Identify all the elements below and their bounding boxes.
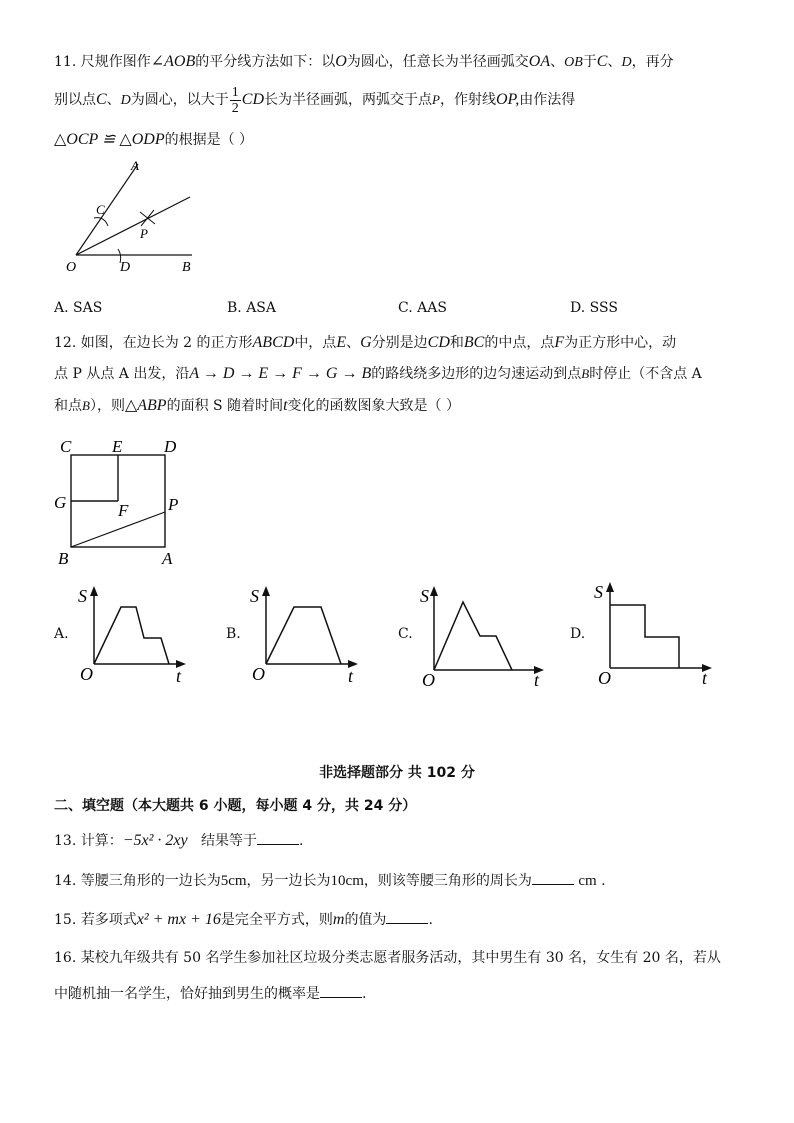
q11-c: C bbox=[96, 91, 107, 108]
q13-expression: −5x² · 2xy bbox=[122, 832, 188, 849]
q11-line2 bbox=[54, 84, 575, 117]
fraction-denominator: 2 bbox=[231, 100, 239, 116]
q11-text: 为圆心，任意长为半径画弧交 bbox=[346, 54, 529, 70]
q11-oa: OA bbox=[528, 53, 551, 70]
q11-angle-bisector-figure bbox=[58, 154, 208, 276]
q11-fraction bbox=[230, 85, 241, 116]
q11-text: 的平分线方法如下：以 bbox=[195, 54, 336, 70]
q12-text: 和 bbox=[449, 335, 464, 351]
q12-b: B bbox=[82, 398, 90, 413]
q12-cd: CD bbox=[427, 334, 450, 351]
q15-answer-blank bbox=[386, 909, 428, 924]
axis-s: S bbox=[594, 582, 603, 602]
q14-text: ，另一边长为 bbox=[246, 873, 331, 889]
q12-abcd: ABCD bbox=[252, 334, 295, 351]
q11-text: 长为半径画弧，两弧交于点 bbox=[264, 92, 433, 108]
q11-congruence: △OCP ≌ △ODP bbox=[54, 131, 165, 148]
q16-text: 中随机抽一名学生，恰好抽到男生的概率是 bbox=[54, 986, 320, 1002]
q11-cd: CD bbox=[241, 91, 265, 108]
q12-choice-c-letter: C. bbox=[398, 626, 413, 642]
label-b: B bbox=[58, 549, 69, 568]
label-d: D bbox=[164, 437, 177, 456]
q11-d: D bbox=[120, 93, 131, 108]
q12-e: E bbox=[336, 334, 347, 351]
label-c: C bbox=[96, 202, 105, 217]
axis-o: O bbox=[422, 670, 435, 688]
q16-line1 bbox=[54, 948, 721, 968]
q12-text: 点 P 从点 A 出发，沿 bbox=[54, 366, 190, 382]
q12-t: t bbox=[283, 397, 288, 414]
q11-number: 11. bbox=[54, 54, 77, 70]
q11-sep: 、 bbox=[550, 54, 565, 70]
axis-o: O bbox=[598, 668, 611, 686]
label-a: A bbox=[131, 158, 139, 173]
axis-t: t bbox=[348, 666, 354, 684]
label-p: P bbox=[140, 226, 148, 241]
q13-answer-blank bbox=[257, 830, 299, 845]
q12-path: A → D → E → F → G → B bbox=[189, 365, 372, 382]
q15-end: . bbox=[428, 912, 433, 928]
q14 bbox=[54, 870, 606, 891]
q12-graph-b bbox=[246, 584, 366, 684]
q12-graph-a bbox=[74, 584, 194, 684]
q11-text: 为圆心，以大于 bbox=[130, 92, 229, 108]
q11-angle: ∠AOB bbox=[150, 53, 196, 70]
q14-text: ，则该等腰三角形的周长为 bbox=[363, 873, 532, 889]
q11-sep: 、 bbox=[106, 92, 121, 108]
q11-choice-b: B. ASA bbox=[227, 300, 276, 316]
q11-text: 尺规作图作 bbox=[80, 54, 151, 70]
q12-text: 时停止（不含点 A bbox=[589, 366, 702, 382]
q12-text: 变化的函数图象大致是（ ） bbox=[287, 398, 460, 414]
q15-expression: x² + mx + 16 bbox=[136, 911, 221, 928]
q11-c: C bbox=[596, 53, 608, 70]
q15-text: 的值为 bbox=[344, 912, 387, 928]
q12-choice-a-letter: A. bbox=[54, 626, 69, 642]
q12-text: ），则 bbox=[89, 398, 125, 414]
q13-text: 结果等于 bbox=[200, 833, 257, 849]
label-o: O bbox=[66, 260, 77, 275]
q15-text: 是完全平方式，则 bbox=[220, 912, 333, 928]
q14-unit: cm bbox=[578, 873, 597, 889]
q12-g: G bbox=[360, 334, 372, 351]
q14-number: 14. bbox=[54, 873, 77, 889]
q16-number: 16. bbox=[54, 950, 77, 966]
q12-graph-c bbox=[418, 584, 552, 688]
q12-number: 12. bbox=[54, 335, 77, 351]
q12-triangle: △ABP bbox=[124, 397, 167, 414]
q11-text: ，再分 bbox=[631, 54, 674, 70]
q12-bc: BC bbox=[463, 334, 485, 351]
q11-op: OP, bbox=[495, 91, 520, 108]
q12-choice-d-letter: D. bbox=[570, 626, 586, 642]
q11-text: ，作射线 bbox=[439, 92, 496, 108]
q12-text: 的中点，点 bbox=[484, 335, 555, 351]
q16-end: . bbox=[362, 986, 367, 1002]
q13-end: . bbox=[298, 833, 304, 849]
q12-text: 和点 bbox=[54, 398, 82, 414]
q12-text: 的路线绕多边形的边匀速运动到点 bbox=[371, 366, 582, 382]
section-title-fill-blank: 二、填空题（本大题共 6 小题，每小题 4 分，共 24 分） bbox=[54, 798, 417, 814]
label-a: A bbox=[162, 549, 173, 568]
q14-end: . bbox=[601, 873, 606, 889]
q11-d: D bbox=[621, 55, 632, 70]
q11-p: P bbox=[432, 92, 440, 107]
q12-f: F bbox=[554, 334, 565, 351]
q11-text: 别以点 bbox=[54, 92, 96, 108]
q12-line3 bbox=[54, 396, 460, 416]
q15-number: 15. bbox=[54, 912, 77, 928]
q11-text: 的根据是（ ） bbox=[164, 132, 254, 148]
q14-answer-blank bbox=[532, 870, 574, 885]
label-b: B bbox=[182, 260, 191, 275]
q14-value-1: 5cm bbox=[220, 873, 247, 889]
q12-line2 bbox=[54, 364, 702, 384]
q16-line2 bbox=[54, 983, 366, 1004]
q12-graph-d bbox=[590, 580, 720, 686]
q16-text: 某校九年级共有 50 名学生参加社区垃圾分类志愿者服务活动，其中男生有 30 名，女生有 20 名，若从 bbox=[80, 950, 721, 966]
axis-o: O bbox=[80, 664, 93, 684]
q12-sep: 、 bbox=[346, 335, 361, 351]
q11-line3 bbox=[54, 130, 253, 150]
q15-m: m bbox=[332, 911, 345, 928]
q12-text: 分别是边 bbox=[371, 335, 428, 351]
q12-text: 为正方形中心，动 bbox=[564, 335, 677, 351]
q11-text: 由作法得 bbox=[519, 92, 576, 108]
part2-header: 非选择题部分 共 102 分 bbox=[319, 765, 475, 781]
label-e: E bbox=[112, 437, 123, 456]
label-f: F bbox=[118, 501, 129, 520]
q14-text: 等腰三角形的一边长为 bbox=[80, 873, 221, 889]
q12-text: 中，点 bbox=[294, 335, 337, 351]
q11-o: O bbox=[335, 53, 347, 70]
q11-ob: OB bbox=[564, 55, 583, 70]
q14-value-2: 10cm bbox=[330, 873, 364, 889]
q12-line1 bbox=[54, 333, 676, 353]
q16-answer-blank bbox=[320, 983, 362, 998]
q13-text: 计算： bbox=[80, 833, 123, 849]
axis-t: t bbox=[176, 666, 182, 684]
q12-b: B bbox=[581, 366, 590, 381]
q12-square-figure bbox=[50, 434, 200, 570]
q12-text: 的面积 S 随着时间 bbox=[166, 398, 284, 414]
q13-number: 13. bbox=[54, 833, 77, 849]
axis-s: S bbox=[78, 586, 87, 606]
label-c: C bbox=[60, 437, 72, 456]
fraction-numerator: 1 bbox=[231, 84, 239, 100]
axis-s: S bbox=[250, 586, 259, 606]
q11-sep: 、 bbox=[607, 54, 622, 70]
q11-line1 bbox=[54, 52, 674, 73]
label-g: G bbox=[54, 493, 67, 512]
axis-t: t bbox=[534, 670, 540, 688]
axis-t: t bbox=[702, 668, 708, 686]
q11-choice-d: D. SSS bbox=[570, 300, 618, 316]
label-d: D bbox=[120, 260, 131, 275]
axis-o: O bbox=[252, 664, 265, 684]
label-p: P bbox=[168, 495, 179, 514]
q13 bbox=[54, 830, 303, 851]
q12-text: 如图，在边长为 2 的正方形 bbox=[80, 335, 253, 351]
q15 bbox=[54, 909, 433, 930]
q11-text: 于 bbox=[582, 54, 597, 70]
q11-choice-c: C. AAS bbox=[398, 300, 447, 316]
q12-choice-b-letter: B. bbox=[226, 626, 241, 642]
axis-s: S bbox=[420, 586, 429, 606]
q11-choice-a: A. SAS bbox=[54, 300, 103, 316]
q15-text: 若多项式 bbox=[80, 912, 137, 928]
